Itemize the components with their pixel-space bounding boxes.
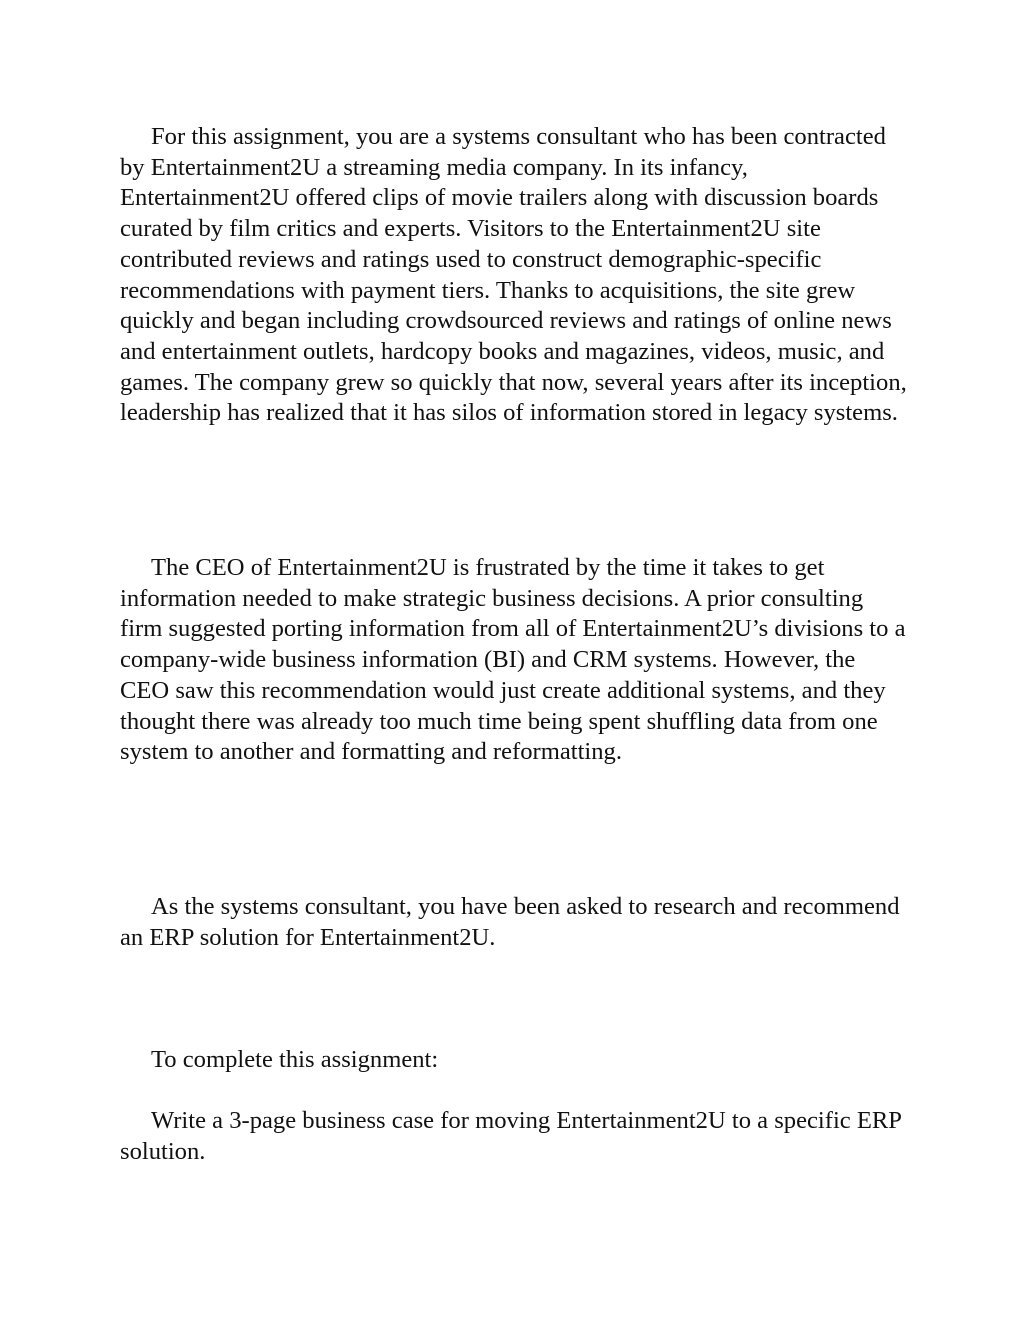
- paragraph-instructions-heading: To complete this assignment:: [151, 1046, 439, 1073]
- paragraph-instructions-item: Write a 3-page business case for moving Entertainment2U to a specific ERP solution.: [120, 1107, 902, 1165]
- paragraph-consultant-task: As the systems consultant, you have been asked to research and recommend an ERP solution for Entertainment2U.: [120, 893, 900, 951]
- paragraph-intro: For this assignment, you are a systems consultant who has been contracted by Entertainment2U a streaming media company. In its infancy, Entertainment2U offered clips of movie trailers along with discussion boards curated by film critics and experts. Visitors to the Entertainment2U site contributed reviews and ratings used to construct demographic-specific recommendations with payment tiers. Thanks to acquisitions, the site grew quickly and began including crowdsourced reviews and ratings of online news and entertainment outlets, hardcopy books and magazines, videos, music, and games. The company grew so quickly that now, several years after its inception, leadership has realized that it has silos of information stored in legacy systems.: [120, 123, 907, 427]
- paragraph-ceo-context: The CEO of Entertainment2U is frustrated by the time it takes to get information needed to make strategic business decisions. A prior consulting firm suggested porting information from all of Entertainment2U’s divisions to a company-wide business information (BI) and CRM systems. However, the CEO saw this recommendation would just create additional systems, and they thought there was already too much time being spent shuffling data from one system to another and formatting and reformatting.: [120, 554, 906, 766]
